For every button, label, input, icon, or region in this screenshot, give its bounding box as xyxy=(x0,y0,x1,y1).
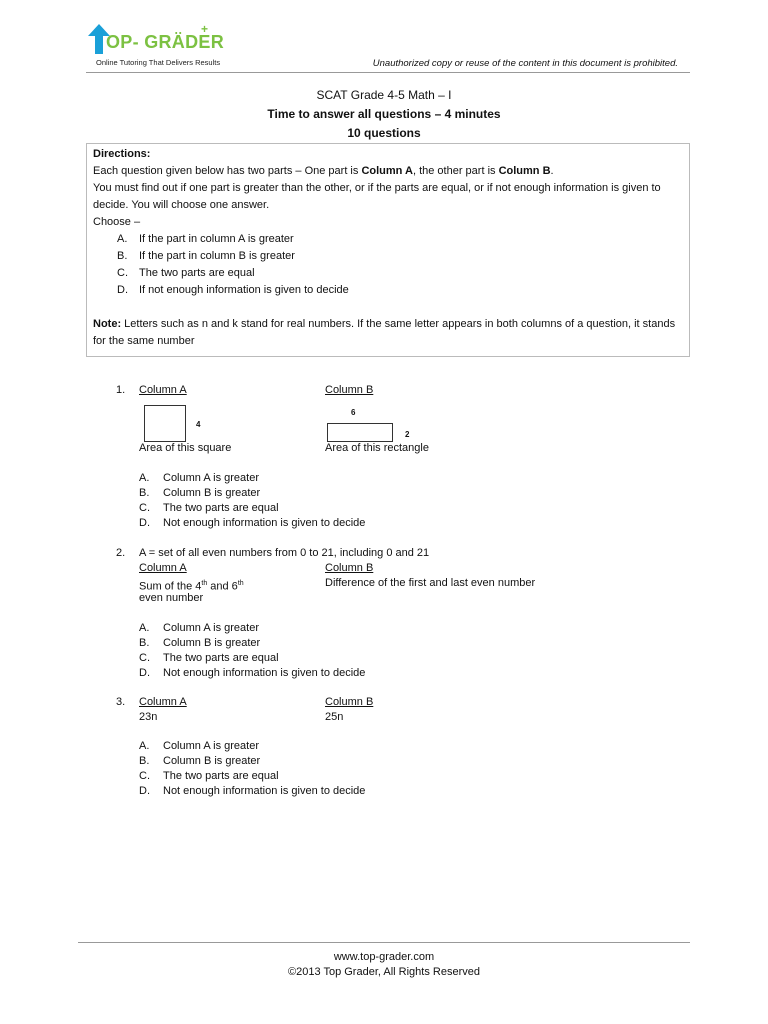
answer-choice[interactable]: C. The two parts are equal xyxy=(139,652,279,664)
question-2 xyxy=(116,546,690,681)
column-a-label: Column A xyxy=(139,696,187,708)
direction-option: A. If the part in column A is greater xyxy=(117,233,294,245)
column-a-text-cont: even number xyxy=(139,592,204,604)
column-a-text: Area of this square xyxy=(139,442,232,454)
directions-heading: Directions: xyxy=(93,148,151,160)
answer-choice[interactable]: C. The two parts are equal xyxy=(139,770,279,782)
logo-tagline: Online Tutoring That Delivers Results xyxy=(96,58,221,67)
column-b-label: Column B xyxy=(325,696,374,708)
answer-choice[interactable]: B. Column B is greater xyxy=(139,755,261,767)
direction-option: B. If the part in column B is greater xyxy=(117,250,295,262)
direction-option: C. The two parts are equal xyxy=(117,267,255,279)
answer-choice[interactable]: D. Not enough information is given to decide xyxy=(139,517,366,529)
top-grader-logo xyxy=(86,22,236,70)
column-a-label: Column A xyxy=(139,562,187,574)
footer-url[interactable]: www.top-grader.com xyxy=(333,951,435,963)
column-b-text: Area of this rectangle xyxy=(325,442,429,454)
answer-choices xyxy=(139,621,365,681)
page-header xyxy=(86,22,678,72)
question-number: 1. xyxy=(116,384,126,396)
question-number: 3. xyxy=(116,696,126,708)
answer-choice[interactable]: D. Not enough information is given to decide xyxy=(139,667,366,679)
rectangle-width-label: 6 xyxy=(351,408,356,417)
column-a-label: Column A xyxy=(139,384,187,396)
copyright-warning: Unauthorized copy or reuse of the content in this document is prohibited. xyxy=(372,58,678,69)
rectangle-height-label: 2 xyxy=(405,430,410,439)
question-1 xyxy=(116,383,690,533)
column-a-text: 23n xyxy=(139,711,158,723)
answer-choice[interactable]: D. Not enough information is given to decide xyxy=(139,785,366,797)
directions-choose: Choose – xyxy=(93,216,141,228)
directions-note: Note: Letters such as n and k stand for real numbers. If the same letter appears in both columns of a question, it stands for the same number xyxy=(93,318,676,347)
question-stem: A = set of all even numbers from 0 to 21, including 0 and 21 xyxy=(139,547,430,559)
answer-choice[interactable]: B. Column B is greater xyxy=(139,637,261,649)
footer-copyright: ©2013 Top Grader, All Rights Reserved xyxy=(288,966,480,978)
column-b-text: 25n xyxy=(325,711,344,723)
question-3 xyxy=(116,695,690,805)
answer-choice[interactable]: B. Column B is greater xyxy=(139,487,261,499)
column-b-label: Column B xyxy=(325,384,374,396)
logo-plus-icon: + xyxy=(201,22,209,36)
answer-choice[interactable]: A. Column A is greater xyxy=(139,472,259,484)
directions-paragraph-1: Each question given below has two parts – One part is Column A, the other part is Column B. xyxy=(93,165,554,177)
title-line-3: 10 questions xyxy=(347,126,421,140)
worksheet-title xyxy=(0,86,768,143)
question-number: 2. xyxy=(116,547,126,559)
column-b-text: Difference of the first and last even number xyxy=(325,577,536,589)
answer-choices xyxy=(139,471,365,531)
square-side-label: 4 xyxy=(196,420,201,429)
answer-choice[interactable]: A. Column A is greater xyxy=(139,622,259,634)
rectangle-figure xyxy=(327,423,393,442)
page-footer xyxy=(0,950,768,980)
answer-choice[interactable]: A. Column A is greater xyxy=(139,740,259,752)
logo-text: OP- GRÄDER xyxy=(106,32,225,52)
square-figure xyxy=(144,405,186,442)
directions-box xyxy=(86,143,690,357)
column-a-text: Sum of the 4th and 6th xyxy=(139,580,244,593)
header-divider xyxy=(86,72,690,73)
answer-choice[interactable]: C. The two parts are equal xyxy=(139,502,279,514)
column-b-label: Column B xyxy=(325,562,374,574)
footer-divider xyxy=(78,942,690,943)
answer-choices xyxy=(139,739,365,799)
title-line-2: Time to answer all questions – 4 minutes xyxy=(267,107,501,121)
direction-option: D. If not enough information is given to decide xyxy=(117,284,349,296)
title-line-1: SCAT Grade 4-5 Math – I xyxy=(316,88,452,102)
directions-paragraph-2: You must find out if one part is greater than the other, or if the parts are equal, or if not enough information is given to decide. You will choose one answer. xyxy=(93,182,661,211)
